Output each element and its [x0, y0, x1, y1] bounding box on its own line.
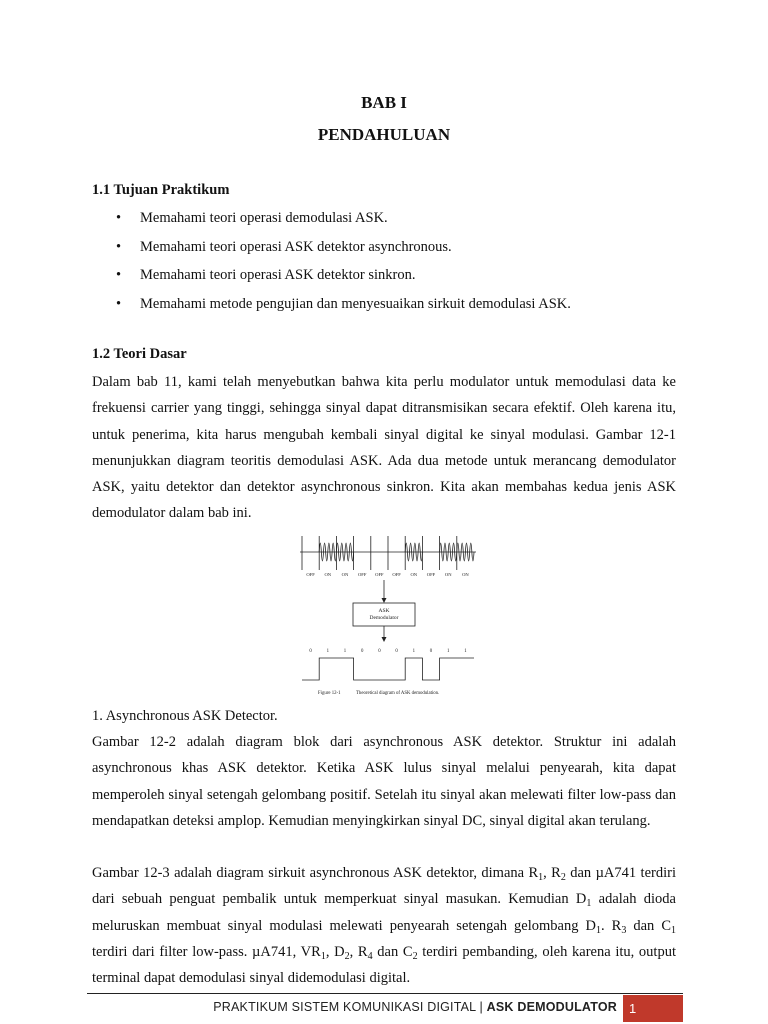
list-item: • Memahami teori operasi demodulasi ASK.	[116, 210, 388, 226]
subsection-title: 1. Asynchronous ASK Detector.	[92, 708, 278, 724]
bit-label: 1	[446, 649, 450, 654]
async-detector-paragraph: Gambar 12-2 adalah diagram blok dari asynchronous ASK detektor. Struktur ini adalah asynchronous khas ASK detektor. Ketika ASK lulus sinyal melalui penyearah, kita dapat memperoleh sinyal setengah gelombang positif. Setelah itu sinyal akan melewati filter low-pass dan mendapatkan deteksi amplop. Kemudian menyingkirkan sinyal DC, sinyal digital akan terulang.	[92, 734, 676, 829]
carrier-label: OFF	[392, 572, 401, 577]
bit-dividers	[302, 536, 457, 570]
list-item: • Memahami metode pengujian dan menyesuaikan sirkuit demodulasi ASK.	[116, 295, 571, 312]
carrier-label: OFF	[426, 572, 436, 577]
bit-label: 0	[395, 649, 398, 654]
circuit-description-paragraph: Gambar 12-3 adalah diagram sirkuit asynchronous ASK detektor, dimana $R_1$, $R_2$ dan µA741 terdiri dari sebuah penguat pembalik untuk memperkuat sinyal masukan. Kemudian $D_1$ adalah dioda meluruskan membuat sinyal modulasi melewati penyearah setengah gelombang $D_1$. $R_3$ dan $C_1$ terdiri dari filter low-pass. µA741, $VR_1$, $D_2$, $R_4$ dan $C_2$ terdiri pembanding, oleh karena itu, output terminal dapat demodulasi sinyal didemodulasi digital.	[92, 865, 676, 987]
bit-label: 0	[429, 649, 433, 654]
bit-label: 1	[412, 649, 416, 654]
footer-divider	[87, 993, 683, 994]
footer-course: PRAKTIKUM SISTEM KOMUNIKASI DIGITAL	[213, 1000, 476, 1014]
carrier-label: OFF	[375, 572, 384, 577]
digital-output-waveform	[302, 658, 474, 680]
bit-label: 1	[464, 649, 467, 654]
theory-paragraph: Dalam bab 11, kami telah menyebutkan bahwa kita perlu modulator untuk memodulasi data ke frekuensi carrier yang tinggi, sehingga sinyal dapat ditransmisikan secara efektif. Oleh karena itu, untuk penerima, kita harus mengubah kembali sinyal digital ke sinyal modulasi. Gambar 12-1 menunjukkan diagram teoritis demodulasi ASK. Ada dua metode untuk merancang demodulator ASK, yaitu detektor dan detektor asynchronous sinkron. Kita akan membahas kedua jenis ASK demodulator dalam bab ini.	[92, 374, 676, 522]
footer-separator: |	[479, 1000, 483, 1014]
list-item: • Memahami teori operasi ASK detektor asynchronous.	[116, 238, 452, 255]
figure-caption-text: Theoretical diagram of ASK demodulation.	[356, 691, 440, 696]
arrow-down-icon	[382, 598, 387, 603]
bit-labels	[309, 649, 467, 654]
section-heading-theory: 1.2 Teori Dasar	[92, 346, 187, 362]
page-number-badge: 1	[623, 995, 683, 1022]
section-heading-objectives: 1.1 Tujuan Praktikum	[92, 182, 230, 198]
carrier-label: ON	[462, 572, 469, 577]
chapter-title: PENDAHULUAN	[317, 125, 451, 144]
carrier-label: ON	[444, 572, 452, 577]
carrier-signal	[300, 536, 476, 570]
footer-topic: ASK DEMODULATOR	[486, 1000, 617, 1014]
carrier-labels	[306, 572, 469, 577]
page-footer	[87, 995, 683, 1022]
carrier-label: ON	[410, 572, 418, 577]
bit-label: 1	[326, 649, 330, 654]
bullet-icon: •	[116, 210, 122, 226]
bullet-icon: •	[116, 238, 122, 255]
objectives-list	[116, 208, 571, 322]
carrier-label: ON	[341, 572, 349, 577]
carrier-label: OFF	[357, 572, 367, 577]
bullet-icon: •	[116, 295, 122, 312]
ask-demodulation-figure	[298, 530, 478, 706]
block-label-line1: ASK	[378, 608, 390, 614]
figure-caption-number: Figure 12-1	[318, 691, 341, 696]
bit-label: 1	[343, 649, 347, 654]
block-label-line2: Demodulator	[369, 615, 399, 621]
carrier-label: OFF	[306, 572, 315, 577]
footer-text	[213, 1000, 617, 1014]
list-item: • Memahami teori operasi ASK detektor sinkron.	[116, 267, 416, 283]
carrier-label: ON	[324, 572, 332, 577]
bullet-icon: •	[116, 267, 122, 283]
bit-label: 0	[360, 649, 364, 654]
chapter-number: BAB I	[361, 93, 407, 112]
bit-label: 0	[309, 649, 312, 654]
arrow-down-icon	[382, 637, 387, 642]
bit-label: 0	[378, 649, 381, 654]
